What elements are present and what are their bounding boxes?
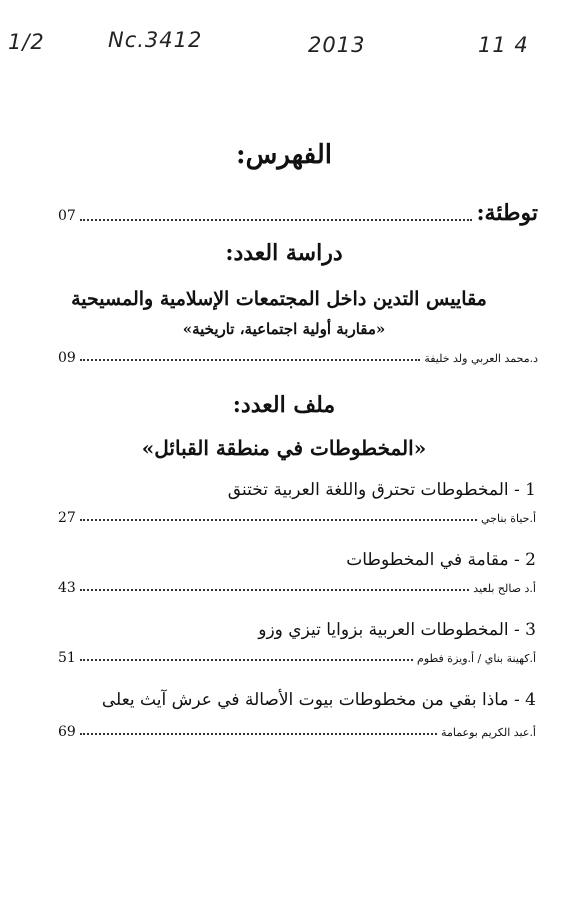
handwritten-code: Nc.3412 [108,28,203,52]
item-author-row [58,510,536,526]
dot-leader [80,588,469,591]
handwritten-year: 2013 [308,33,366,57]
intro-label: توطئة: [476,200,538,226]
toc-item: 3 - المخطوطات العربية بزوايا تيزي وزو [258,620,536,640]
dossier-title: «المخطوطات في منطقة القبائل» [141,436,427,460]
toc-item: 4 - ماذا بقي من مخطوطات بيوت الأصالة في عرش آيث يعلى [101,690,536,710]
dot-leader [80,358,420,361]
toc-item: 2 - مقامة في المخطوطات [346,550,536,570]
item-author: أ.عبد الكريم بوعمامة [441,726,536,739]
item-author-row [58,580,536,596]
study-title: مقاييس التدين داخل المجتمعات الإسلامية والمسيحية [71,288,487,310]
intro-row [58,200,538,226]
handwritten-numbers: 11 4 [478,33,529,57]
item-number: 4 [525,690,536,710]
item-number: 1 [525,480,536,500]
item-title: المخطوطات تحترق واللغة العربية تختنق [227,480,509,500]
item-page-number: 51 [58,650,76,666]
dot-leader [80,658,413,661]
dot-leader [80,518,477,521]
item-title: المخطوطات العربية بزوايا تيزي وزو [258,620,509,640]
item-page-number: 69 [58,724,76,740]
dot-leader [80,218,473,221]
item-number: 2 [525,550,536,570]
item-author-row [58,724,536,740]
item-page-number: 43 [58,580,76,596]
page-title: الفهرس: [236,140,332,170]
study-author-row [58,350,538,366]
dossier-heading: ملف العدد: [232,392,336,418]
item-title: ماذا بقي من مخطوطات بيوت الأصالة في عرش آيث يعلى [101,690,509,710]
handwritten-fraction: 1/2 [8,30,45,54]
dot-leader [80,732,437,735]
item-author: أ.حياة بناجي [481,512,536,525]
item-author-row [58,650,536,666]
item-number: 3 [525,620,536,640]
item-author: أ.د صالح بلعيد [473,582,536,595]
toc-item: 1 - المخطوطات تحترق واللغة العربية تختنق [227,480,536,500]
item-title: مقامة في المخطوطات [346,550,509,570]
study-subtitle: «مقاربة أولية اجتماعية، تاريخية» [182,320,386,338]
intro-page-number: 07 [58,208,76,224]
study-page-number: 09 [58,350,76,366]
item-page-number: 27 [58,510,76,526]
item-author: أ.كهينة بناي / أ.ويزة فطوم [417,652,536,665]
study-heading: دراسة العدد: [225,240,343,266]
study-author: د.محمد العربي ولد خليفة [424,352,538,365]
